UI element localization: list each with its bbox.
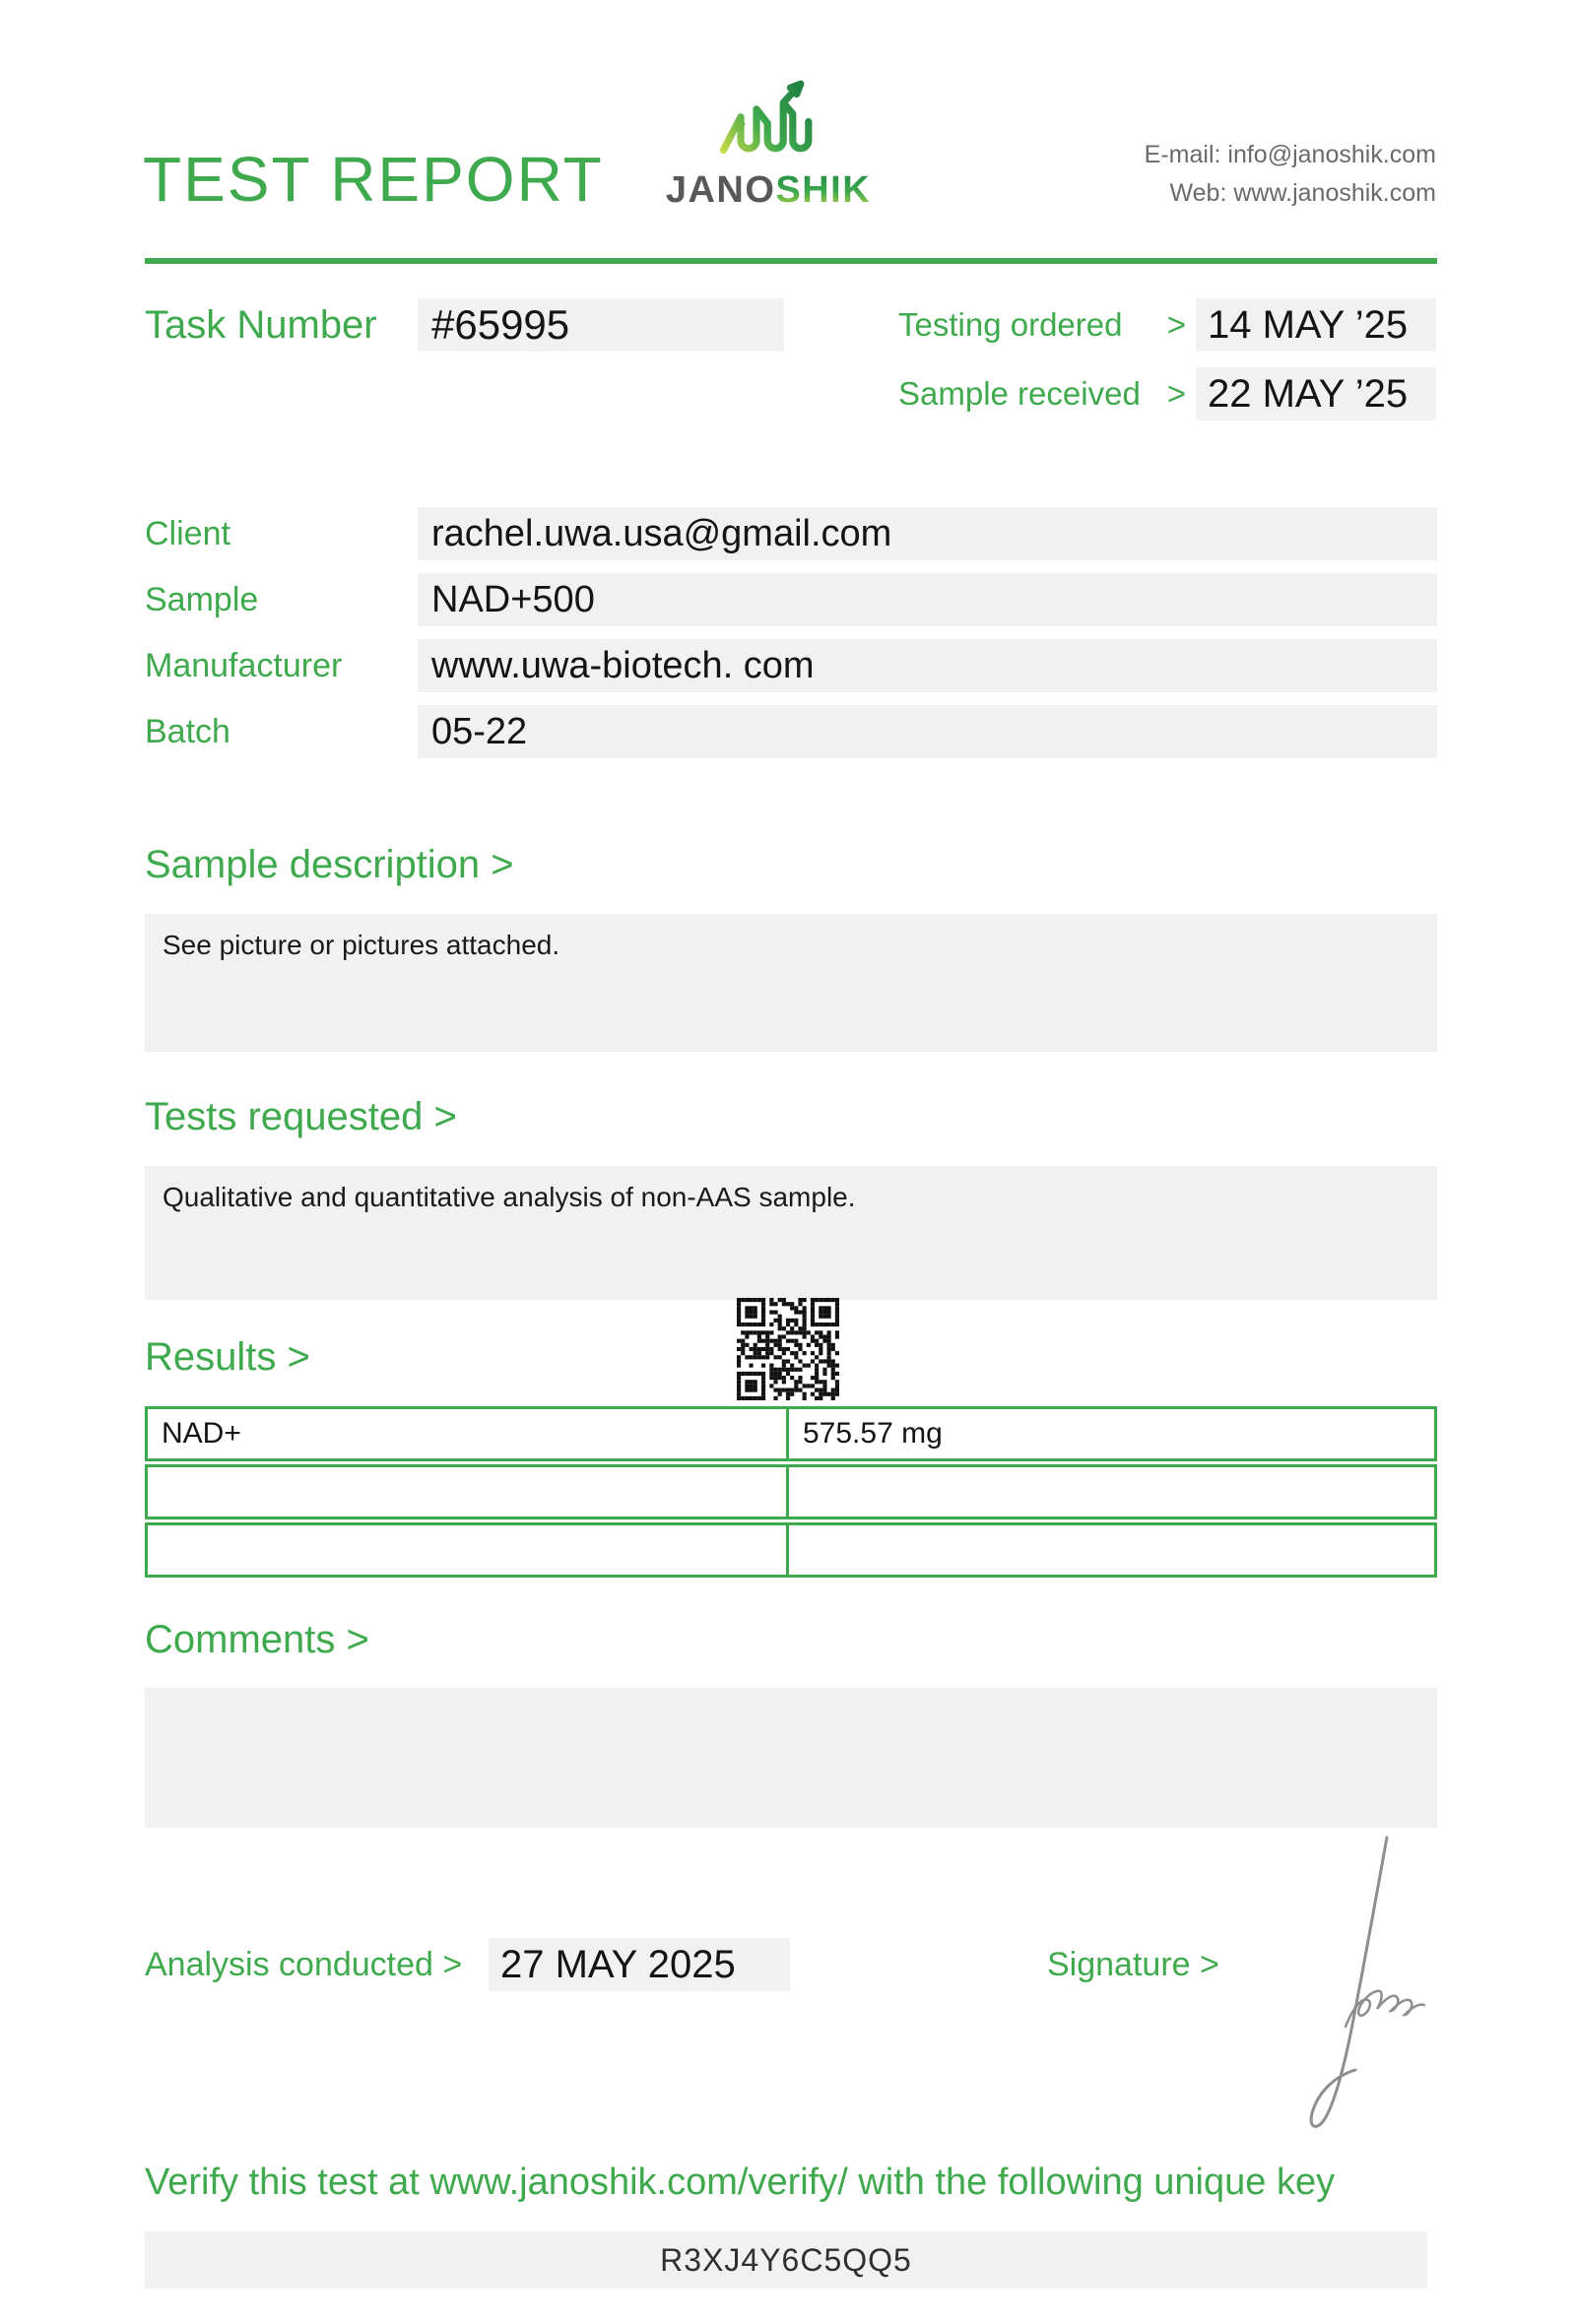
batch-value: 05-22 bbox=[418, 705, 1437, 758]
verify-instruction: Verify this test at www.janoshik.com/verify/ with the following unique key bbox=[145, 2162, 1336, 2203]
task-number-label: Task Number bbox=[145, 303, 377, 347]
sample-received-value: 22 MAY ’25 bbox=[1196, 367, 1436, 420]
tests-requested-box: Qualitative and quantitative analysis of non-AAS sample. bbox=[145, 1166, 1437, 1300]
contact-block bbox=[1145, 136, 1436, 213]
sample-received-label: Sample received bbox=[898, 375, 1141, 412]
testing-ordered-row bbox=[898, 298, 1436, 352]
manufacturer-value: www.uwa-biotech. com bbox=[418, 639, 1437, 692]
comments-header: Comments > bbox=[145, 1618, 369, 1661]
email-value: info@janoshik.com bbox=[1227, 141, 1436, 168]
dates-block bbox=[898, 298, 1436, 436]
sample-description-box: See picture or pictures attached. bbox=[145, 914, 1437, 1052]
contact-email-line bbox=[1145, 136, 1436, 174]
results-row-3 bbox=[145, 1522, 1437, 1578]
testing-ordered-label-wrap bbox=[898, 298, 1186, 352]
analysis-date-value: 27 MAY 2025 bbox=[489, 1938, 790, 1991]
signature-image bbox=[1261, 1832, 1438, 2137]
email-label: E-mail: bbox=[1144, 141, 1221, 168]
logo-word-gray: JANO bbox=[665, 169, 776, 211]
results-row-2 bbox=[145, 1464, 1437, 1519]
page-title: TEST REPORT bbox=[143, 144, 604, 215]
result-value: 575.57 mg bbox=[803, 1417, 943, 1450]
logo-wordmark bbox=[642, 169, 894, 212]
sample-label: Sample bbox=[145, 581, 259, 618]
web-label: Web: bbox=[1169, 179, 1227, 207]
info-block bbox=[145, 507, 1437, 771]
info-row-manufacturer bbox=[145, 639, 1437, 692]
sample-received-row bbox=[898, 367, 1436, 420]
sample-value: NAD+500 bbox=[418, 573, 1437, 626]
sample-received-arrow: > bbox=[1166, 375, 1186, 412]
results-table bbox=[145, 1406, 1437, 1581]
sample-description-header: Sample description > bbox=[145, 843, 514, 886]
result-value bbox=[789, 1525, 1434, 1575]
tests-requested-header: Tests requested > bbox=[145, 1095, 457, 1138]
info-row-client bbox=[145, 507, 1437, 560]
info-row-batch bbox=[145, 705, 1437, 758]
signature-label: Signature > bbox=[1047, 1946, 1219, 1983]
result-value bbox=[789, 1467, 1434, 1517]
task-number-value: #65995 bbox=[418, 298, 784, 352]
result-analyte bbox=[148, 1467, 789, 1517]
batch-label: Batch bbox=[145, 713, 230, 750]
result-analyte bbox=[148, 1525, 789, 1575]
contact-web-line bbox=[1145, 174, 1436, 213]
logo-chart-icon bbox=[717, 75, 820, 165]
qr-code bbox=[737, 1298, 839, 1400]
web-value: www.janoshik.com bbox=[1233, 179, 1436, 207]
analysis-conducted-label: Analysis conducted > bbox=[145, 1946, 463, 1983]
client-value: rachel.uwa.usa@gmail.com bbox=[418, 507, 1437, 560]
manufacturer-label: Manufacturer bbox=[145, 647, 343, 684]
client-label: Client bbox=[145, 515, 230, 552]
header-divider bbox=[145, 258, 1437, 264]
comments-box bbox=[145, 1688, 1437, 1828]
testing-ordered-value: 14 MAY ’25 bbox=[1196, 298, 1436, 352]
sample-received-label-wrap bbox=[898, 367, 1186, 420]
testing-ordered-label: Testing ordered bbox=[898, 306, 1123, 343]
results-header: Results > bbox=[145, 1335, 310, 1379]
verify-key: R3XJ4Y6C5QQ5 bbox=[145, 2231, 1427, 2289]
logo-word-green: SHIK bbox=[775, 169, 872, 211]
testing-ordered-arrow: > bbox=[1166, 306, 1186, 343]
logo bbox=[642, 75, 894, 212]
result-analyte: NAD+ bbox=[148, 1409, 789, 1458]
results-row-1 bbox=[145, 1406, 1437, 1461]
info-row-sample bbox=[145, 573, 1437, 626]
